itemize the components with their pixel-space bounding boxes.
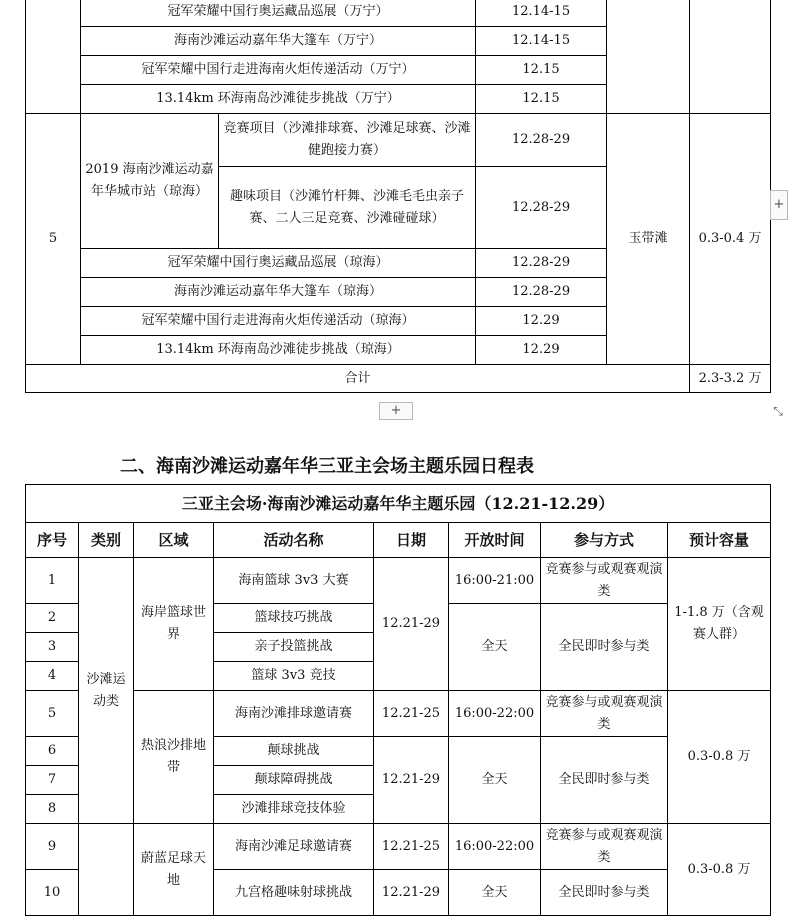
- zone-cell: 海岸篮球世界: [134, 558, 214, 691]
- capacity-cell: 1-1.8 万（含观赛人群）: [668, 558, 771, 691]
- table-row: [26, 558, 771, 604]
- column-header: 区域: [134, 523, 214, 558]
- activity-date: 12.28-29: [476, 278, 607, 307]
- activity-name: 颠球挑战: [214, 737, 374, 766]
- open-time: 全天: [449, 737, 541, 824]
- row-number: 9: [26, 824, 79, 870]
- add-row-button[interactable]: +: [379, 402, 413, 420]
- activity-name: 13.14km 环海南岛沙滩徒步挑战（琼海）: [81, 336, 476, 365]
- table-row: [26, 0, 771, 27]
- table-row: [26, 114, 771, 167]
- activity-name: 颠球障碍挑战: [214, 766, 374, 795]
- row-number: 8: [26, 795, 79, 824]
- table-caption-row: [26, 485, 771, 523]
- row-number: 5: [26, 691, 79, 737]
- activity-name: 亲子投篮挑战: [214, 633, 374, 662]
- category-cell: 沙滩运动类: [79, 558, 134, 824]
- row-number: 10: [26, 870, 79, 916]
- activity-name: 海南沙滩运动嘉年华大篷车（琼海）: [81, 278, 476, 307]
- total-value: 2.3-3.2 万: [690, 365, 771, 393]
- activity-name: 冠军荣耀中国行奥运藏品巡展（万宁）: [81, 0, 476, 27]
- open-time: 16:00-22:00: [449, 824, 541, 870]
- row-number: 4: [26, 662, 79, 691]
- total-row: [26, 365, 771, 393]
- column-header: 序号: [26, 523, 79, 558]
- date-cell: 12.21-29: [374, 870, 449, 916]
- location-cell: [607, 0, 690, 114]
- activity-date: 12.14-15: [476, 0, 607, 27]
- theme-park-schedule-table: [25, 484, 771, 916]
- add-column-button[interactable]: +: [770, 190, 788, 220]
- column-header: 日期: [374, 523, 449, 558]
- activity-name: 海南沙滩足球邀请赛: [214, 824, 374, 870]
- row-number: 3: [26, 633, 79, 662]
- activity-name: 13.14km 环海南岛沙滩徒步挑战（万宁）: [81, 85, 476, 114]
- column-header: 开放时间: [449, 523, 541, 558]
- table-row: [26, 824, 771, 870]
- participation-mode: 全民即时参与类: [541, 604, 668, 691]
- activity-date: 12.29: [476, 307, 607, 336]
- date-cell: 12.21-25: [374, 691, 449, 737]
- table-resize-icon[interactable]: ⤡: [773, 404, 783, 418]
- activity-date: 12.15: [476, 56, 607, 85]
- table-caption: 三亚主会场·海南沙滩运动嘉年华主题乐园（12.21-12.29）: [26, 485, 771, 523]
- activity-name: 海南沙滩排球邀请赛: [214, 691, 374, 737]
- header-row: [26, 523, 771, 558]
- activity-name: 沙滩排球竞技体验: [214, 795, 374, 824]
- capacity-cell: 0.3-0.8 万: [668, 691, 771, 824]
- capacity-cell: [690, 0, 771, 114]
- open-time: 全天: [449, 870, 541, 916]
- activity-name: 海南沙滩运动嘉年华大篷车（万宁）: [81, 27, 476, 56]
- activity-name: 趣味项目（沙滩竹杆舞、沙滩毛毛虫亲子赛、二人三足竞赛、沙滩碰碰球）: [219, 167, 476, 249]
- activity-date: 12.28-29: [476, 167, 607, 249]
- activity-name: 篮球 3v3 竞技: [214, 662, 374, 691]
- city-station: 2019 海南沙滩运动嘉年华城市站（琼海）: [81, 114, 219, 249]
- activity-name: 冠军荣耀中国行走进海南火炬传递活动（万宁）: [81, 56, 476, 85]
- activity-date: 12.29: [476, 336, 607, 365]
- participation-mode: 竞赛参与或观赛观演类: [541, 824, 668, 870]
- row-number: 5: [26, 114, 81, 365]
- row-number: 1: [26, 558, 79, 604]
- activity-name: 竞赛项目（沙滩排球赛、沙滩足球赛、沙滩健跑接力赛）: [219, 114, 476, 167]
- date-cell: 12.21-29: [374, 558, 449, 691]
- column-header: 参与方式: [541, 523, 668, 558]
- date-cell: 12.21-25: [374, 824, 449, 870]
- activity-name: 冠军荣耀中国行奥运藏品巡展（琼海）: [81, 249, 476, 278]
- schedule-table-continued: [25, 0, 771, 393]
- activity-date: 12.28-29: [476, 114, 607, 167]
- zone-cell: 蔚蓝足球天地: [134, 824, 214, 916]
- section-heading: 二、海南沙滩运动嘉年华三亚主会场主题乐园日程表: [120, 456, 534, 477]
- activity-date: 12.14-15: [476, 27, 607, 56]
- capacity-cell: 0.3-0.4 万: [690, 114, 771, 365]
- row-number: 6: [26, 737, 79, 766]
- participation-mode: 竞赛参与或观赛观演类: [541, 691, 668, 737]
- column-header: 预计容量: [668, 523, 771, 558]
- activity-date: 12.15: [476, 85, 607, 114]
- open-time: 16:00-21:00: [449, 558, 541, 604]
- activity-date: 12.28-29: [476, 249, 607, 278]
- participation-mode: 竞赛参与或观赛观演类: [541, 558, 668, 604]
- total-label: 合计: [26, 365, 690, 393]
- activity-name: 九宫格趣味射球挑战: [214, 870, 374, 916]
- location-cell: 玉带滩: [607, 114, 690, 365]
- participation-mode: 全民即时参与类: [541, 870, 668, 916]
- activity-name: 篮球技巧挑战: [214, 604, 374, 633]
- row-number: 7: [26, 766, 79, 795]
- column-header: 类别: [79, 523, 134, 558]
- row-number: [26, 0, 81, 114]
- capacity-cell: 0.3-0.8 万: [668, 824, 771, 916]
- open-time: 16:00-22:00: [449, 691, 541, 737]
- row-number: 2: [26, 604, 79, 633]
- date-cell: 12.21-29: [374, 737, 449, 824]
- table-row: [26, 691, 771, 737]
- category-cell: [79, 824, 134, 916]
- activity-name: 海南篮球 3v3 大赛: [214, 558, 374, 604]
- open-time: 全天: [449, 604, 541, 691]
- column-header: 活动名称: [214, 523, 374, 558]
- zone-cell: 热浪沙排地带: [134, 691, 214, 824]
- participation-mode: 全民即时参与类: [541, 737, 668, 824]
- activity-name: 冠军荣耀中国行走进海南火炬传递活动（琼海）: [81, 307, 476, 336]
